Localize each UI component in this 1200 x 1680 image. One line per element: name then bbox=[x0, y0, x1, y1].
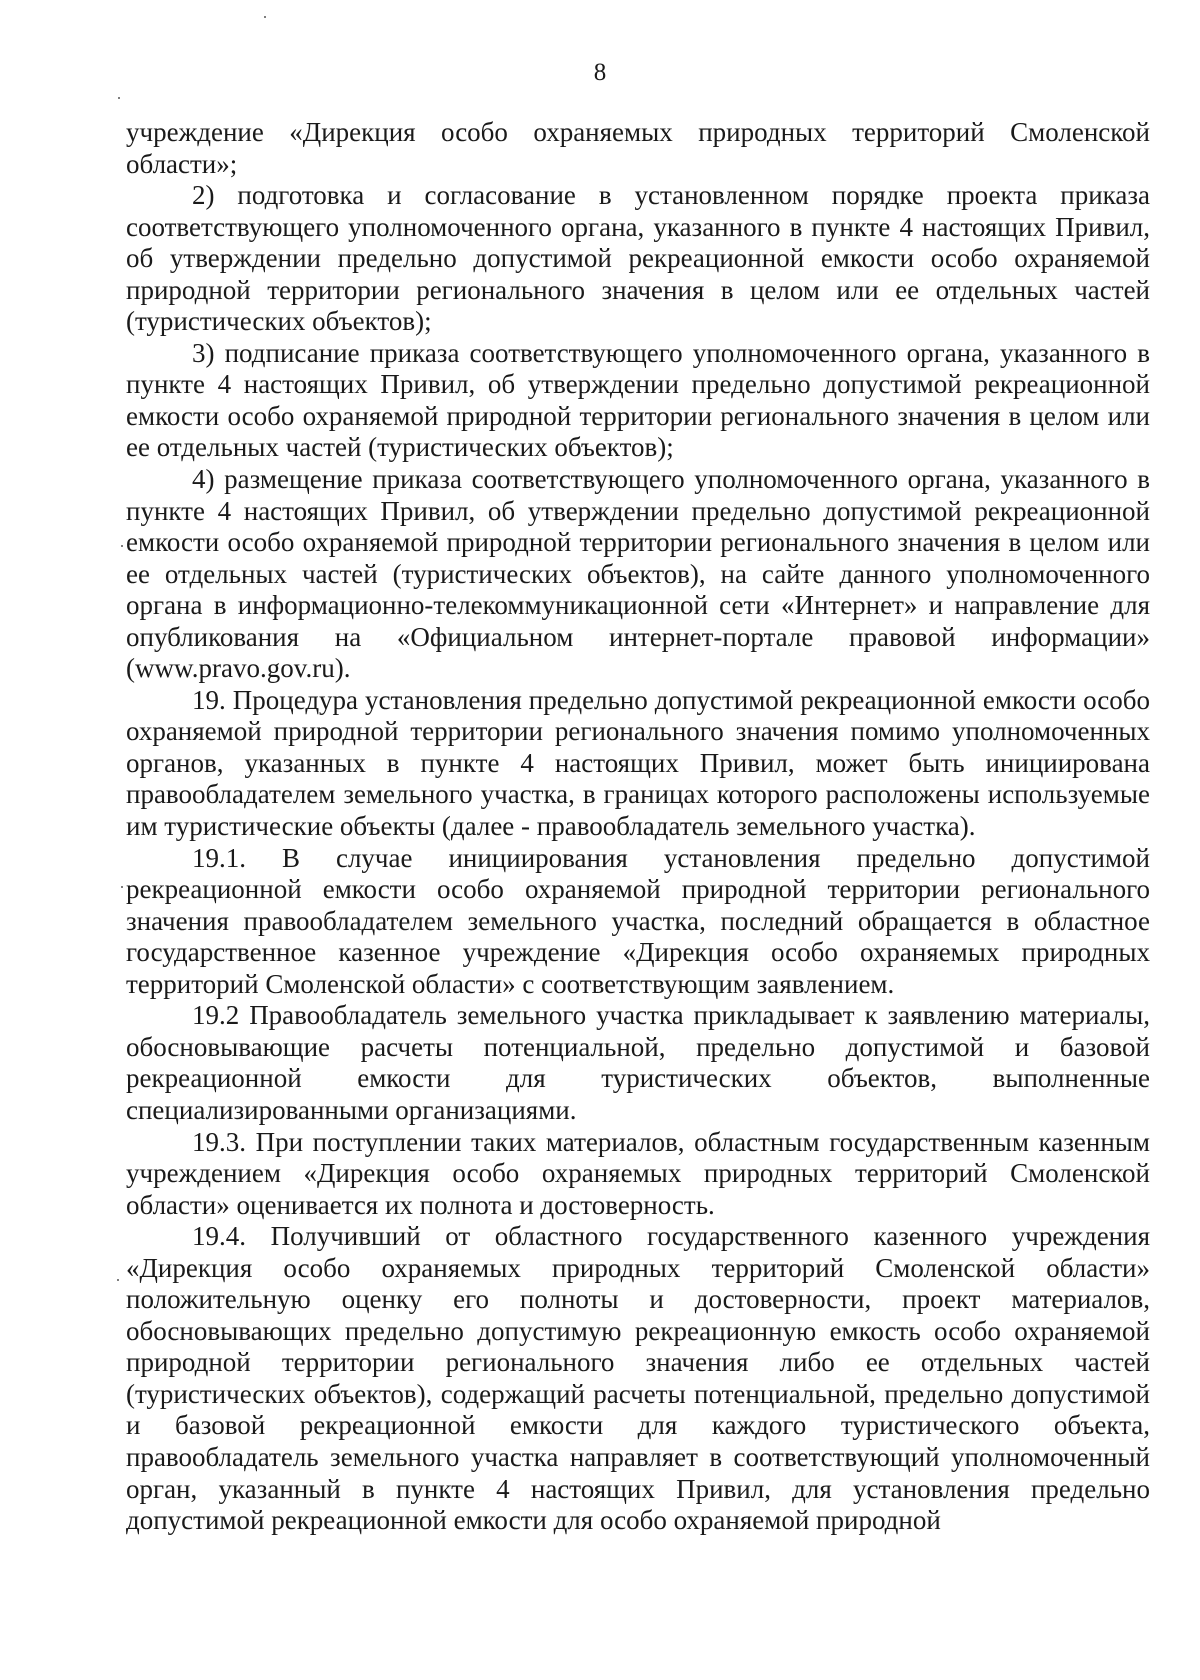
list-item-4: 4) размещение приказа соответствующего уполномоченного органа, указанного в пункте 4 настоящих Привил, об утверждении предельно допустимой рекреационной емкости особо охраняемой природной территории регионального значения в целом или ее отдельных частей (туристических объектов), на сайте данного уполномоченного органа в информационно-телекоммуникационной сети «Интернет» и направление для опубликования на «Официальном интернет-портале правовой информации» (www.pravo.gov.ru). bbox=[126, 464, 1150, 684]
page-number: 8 bbox=[593, 59, 607, 86]
clause-19: 19. Процедура установления предельно допустимой рекреационной емкости особо охраняемой природной территории регионального значения помимо уполномоченных органов, указанных в пункте 4 настоящих Привил, может быть инициирована правообладателем земельного участка, в границах которого расположены используемые им туристические объекты (далее - правообладатель земельного участка). bbox=[126, 684, 1150, 842]
list-item-3: 3) подписание приказа соответствующего уполномоченного органа, указанного в пункте 4 настоящих Привил, об утверждении предельно допустимой рекреационной емкости особо охраняемой природной территории регионального значения в целом или ее отдельных частей (туристических объектов); bbox=[126, 337, 1150, 463]
clause-19-3: 19.3. При поступлении таких материалов, областным государственным казенным учреждением «Дирекция особо охраняемых природных территорий Смоленской области» оценивается их полнота и достоверность. bbox=[126, 1126, 1150, 1220]
clause-19-2: 19.2 Правообладатель земельного участка прикладывает к заявлению материалы, обосновывающие расчеты потенциальной, предельно допустимой и базовой рекреационной емкости для туристических объектов, выполненные специализированными организациями. bbox=[126, 1000, 1150, 1125]
scan-speck bbox=[117, 1279, 119, 1281]
scan-speck bbox=[121, 886, 123, 888]
clause-19-1: 19.1. В случае инициирования установления предельно допустимой рекреационной емкости особо охраняемой природной территории регионального значения правообладателем земельного участка, последний обращается в областное государственное казенное учреждение «Дирекция особо охраняемых природных территорий Смоленской области» с соответствующим заявлением. bbox=[126, 842, 1150, 999]
scan-speck bbox=[264, 16, 266, 18]
document-body bbox=[126, 117, 1150, 1537]
scan-speck bbox=[118, 97, 120, 99]
list-item-2: 2) подготовка и согласование в установленном порядке проекта приказа соответствующего уполномоченного органа, указанного в пункте 4 настоящих Привил, об утверждении предельно допустимой рекреационной емкости особо охраняемой природной территории регионального значения в целом или ее отдельных частей (туристических объектов); bbox=[126, 180, 1150, 337]
scan-speck bbox=[121, 545, 123, 547]
clause-19-4: 19.4. Получивший от областного государственного казенного учреждения «Дирекция особо охраняемых природных территорий Смоленской области» положительную оценку его полноты и достоверности, проект материалов, обосновывающих предельно допустимую рекреационную емкость особо охраняемой природной территории регионального значения либо ее отдельных частей (туристических объектов), содержащий расчеты потенциальной, предельно допустимой и базовой рекреационной емкости для каждого туристического объекта, правообладатель земельного участка направляет в соответствующий уполномоченный орган, указанный в пункте 4 настоящих Привил, для установления предельно допустимой рекреационной емкости для особо охраняемой природной bbox=[126, 1221, 1150, 1536]
paragraph-continuation: учреждение «Дирекция особо охраняемых природных территорий Смоленской области»; bbox=[126, 117, 1150, 179]
